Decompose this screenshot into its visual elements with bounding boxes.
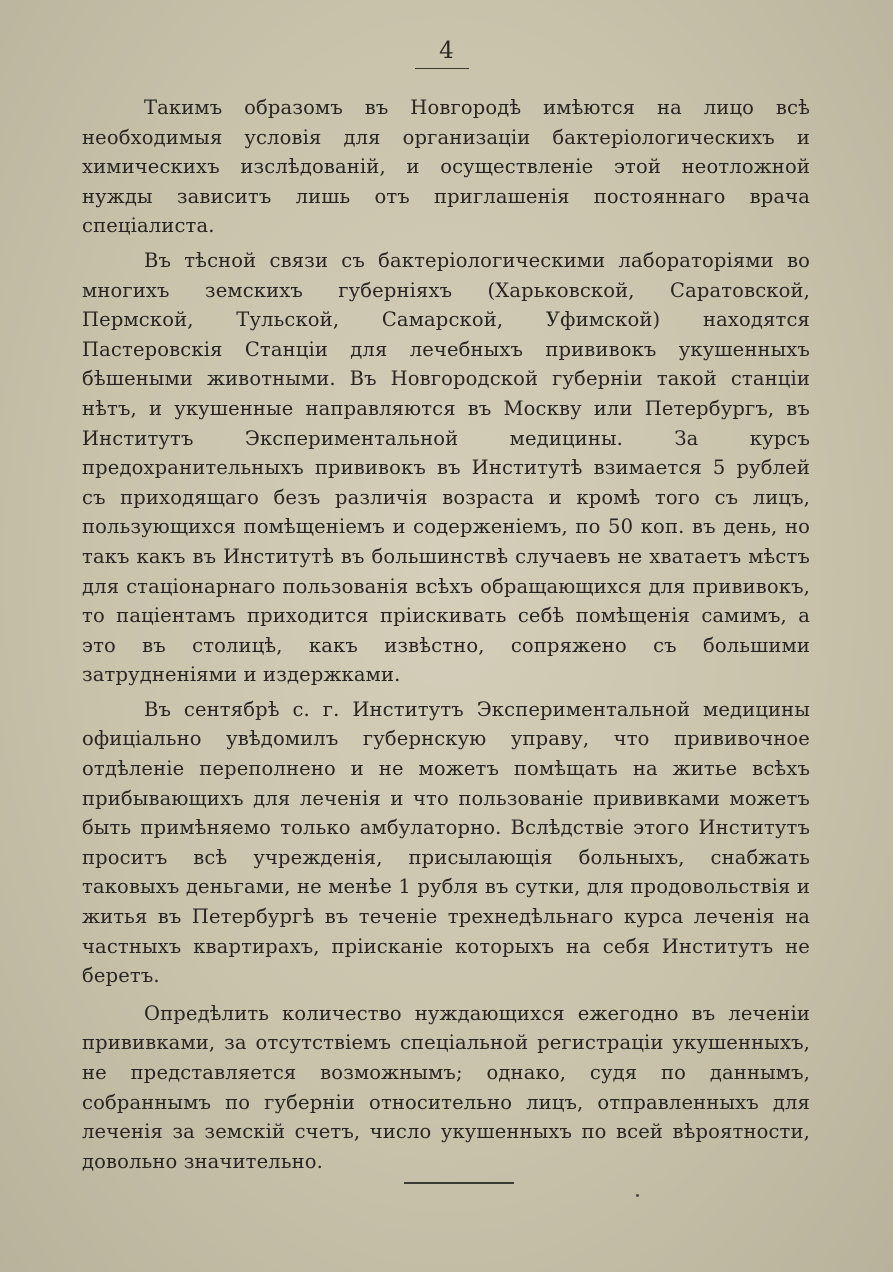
- paper-speck: [636, 1194, 639, 1197]
- paragraph-1: Такимъ образомъ въ Новгородѣ имѣются на лицо всѣ необходимыя условія для организаціи бактеріологическихъ и химическихъ изслѣдованій, и осуществленіе этой неотложной нужды зависитъ лишь отъ приглашенія постояннаго врача спеціалиста.: [82, 96, 810, 238]
- page-number: 4: [439, 38, 454, 64]
- paragraph-4: Опредѣлить количество нуждающихся ежегодно въ леченіи прививками, за отсутствіемъ спеціальной регистраціи укушенныхъ, не представляется возможнымъ; однако, судя по даннымъ, собраннымъ по губерніи относительно лицъ, отправленныхъ для леченія за земскій счетъ, число укушенныхъ по всей вѣроятности, довольно значительно.: [82, 1001, 810, 1173]
- closing-rule: [404, 1182, 514, 1184]
- body-text: [82, 93, 810, 1181]
- paragraph-3: Въ сентябрѣ с. г. Институтъ Экспериментальной медицины офиціально увѣдомилъ губернскую управу, что прививочное отдѣленіе переполнено и не можетъ помѣщать на житье всѣхъ прибывающихъ для леченія и что пользованіе прививками можетъ быть примѣняемо только амбулаторно. Вслѣдствіе этого Институтъ проситъ всѣ учрежденія, присылающія больныхъ, снабжать таковыхъ деньгами, не менѣе 1 рубля въ сутки, для продовольствія и житья въ Петербургѣ въ теченіе трехнедѣльнаго курса леченія на частныхъ квартирахъ, пріисканіе которыхъ на себя Институтъ не беретъ.: [82, 697, 810, 988]
- paragraph-2: Въ тѣсной связи съ бактеріологическими лабораторіями во многихъ земскихъ губерніяхъ (Харьковской, Саратовской, Пермской, Тульской, Самарской, Уфимской) находятся Пастеровскія Станціи для лечебныхъ прививокъ укушенныхъ бѣшеными животными. Въ Новгородской губерніи такой станціи нѣтъ, и укушенные направляются въ Москву или Петербургъ, въ Институтъ Экспериментальной медицины. За курсъ предохранительныхъ прививокъ въ Институтѣ взимается 5 рублей съ приходящаго безъ различія возраста и кромѣ того съ лицъ, пользующихся помѣщеніемъ и содерженіемъ, по 50 коп. въ день, но такъ какъ въ Институтѣ въ большинствѣ случаевъ не хватаетъ мѣстъ для стаціонарнаго пользованія всѣхъ обращающихся для прививокъ, то паціентамъ приходится пріискивать себѣ помѣщенія самимъ, а это въ столицѣ, какъ извѣстно, сопряжено съ большими затрудненіями и издержками.: [82, 248, 810, 687]
- page-number-underline: [415, 68, 469, 69]
